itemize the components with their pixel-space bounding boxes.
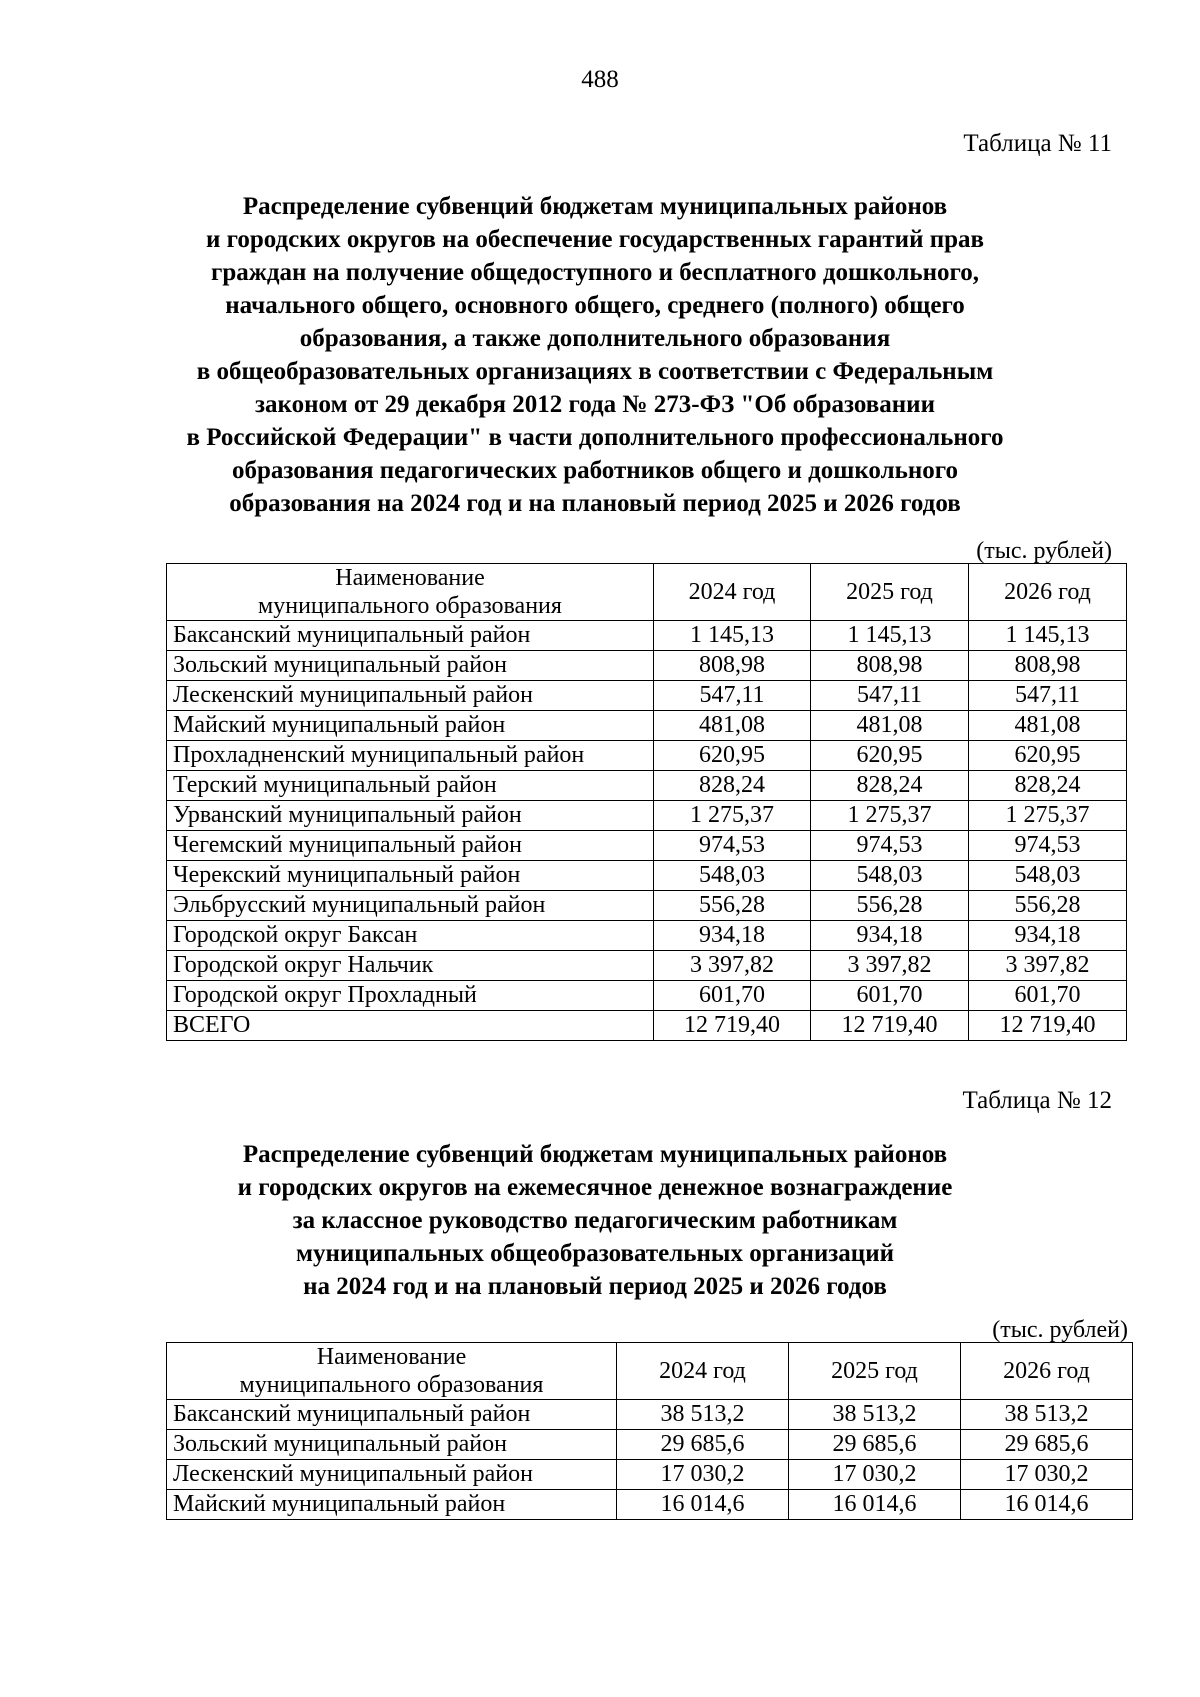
cell-2024: 828,24 xyxy=(654,771,811,801)
table-row xyxy=(167,1460,1133,1490)
table-row xyxy=(167,801,1127,831)
row-name: Городской округ Баксан xyxy=(167,921,654,951)
cell-2025: 620,95 xyxy=(811,741,969,771)
table-11-label: Таблица № 11 xyxy=(963,130,1112,157)
cell-2024: 808,98 xyxy=(654,651,811,681)
row-name: Эльбрусский муниципальный район xyxy=(167,891,654,921)
table-12-title xyxy=(140,1138,1050,1303)
table-row xyxy=(167,951,1127,981)
title-line: образования на 2024 год и на плановый период 2025 и 2026 годов xyxy=(229,490,961,517)
cell-2024: 547,11 xyxy=(654,681,811,711)
table-row xyxy=(167,621,1127,651)
header-2025: 2025 год xyxy=(789,1343,961,1400)
row-name: Черекский муниципальный район xyxy=(167,861,654,891)
cell-2024: 29 685,6 xyxy=(617,1430,789,1460)
row-name: Зольский муниципальный район xyxy=(167,651,654,681)
page-number: 488 xyxy=(581,66,619,93)
cell-2024: 12 719,40 xyxy=(654,1011,811,1041)
row-name: Урванский муниципальный район xyxy=(167,801,654,831)
header-name-line1: Наименование xyxy=(335,565,485,591)
cell-2025: 17 030,2 xyxy=(789,1460,961,1490)
row-name: Городской округ Прохладный xyxy=(167,981,654,1011)
cell-2025: 828,24 xyxy=(811,771,969,801)
cell-2025: 12 719,40 xyxy=(811,1011,969,1041)
cell-2024: 1 275,37 xyxy=(654,801,811,831)
title-line: на 2024 год и на плановый период 2025 и 2026 годов xyxy=(303,1273,887,1300)
cell-2024: 1 145,13 xyxy=(654,621,811,651)
title-line: законом от 29 декабря 2012 года № 273-ФЗ "Об образовании xyxy=(255,391,935,418)
row-name: Лескенский муниципальный район xyxy=(167,681,654,711)
cell-2024: 556,28 xyxy=(654,891,811,921)
table-row xyxy=(167,1430,1133,1460)
cell-2024: 481,08 xyxy=(654,711,811,741)
table-12-unit: (тыс. рублей) xyxy=(992,1317,1128,1343)
title-line: образования, а также дополнительного образования xyxy=(299,325,891,352)
cell-2024: 601,70 xyxy=(654,981,811,1011)
table-row xyxy=(167,651,1127,681)
table-row xyxy=(167,1400,1133,1430)
row-name: Майский муниципальный район xyxy=(167,711,654,741)
title-line: за классное руководство педагогическим работникам xyxy=(292,1207,898,1234)
title-line: начального общего, основного общего, среднего (полного) общего xyxy=(225,292,965,319)
row-name: Чегемский муниципальный район xyxy=(167,831,654,861)
row-name: Баксанский муниципальный район xyxy=(167,1400,617,1430)
cell-2026: 3 397,82 xyxy=(969,951,1127,981)
header-2026: 2026 год xyxy=(961,1343,1133,1400)
table-11-title xyxy=(140,190,1050,520)
table-row xyxy=(167,981,1127,1011)
cell-2025: 934,18 xyxy=(811,921,969,951)
table-row xyxy=(167,861,1127,891)
cell-2025: 3 397,82 xyxy=(811,951,969,981)
table-row xyxy=(167,921,1127,951)
cell-2025: 1 145,13 xyxy=(811,621,969,651)
row-name: Майский муниципальный район xyxy=(167,1490,617,1520)
title-line: Распределение субвенций бюджетам муниципальных районов xyxy=(242,193,948,220)
table-row xyxy=(167,1490,1133,1520)
header-2026: 2026 год xyxy=(969,564,1127,621)
cell-2025: 38 513,2 xyxy=(789,1400,961,1430)
cell-2024: 620,95 xyxy=(654,741,811,771)
cell-2025: 974,53 xyxy=(811,831,969,861)
cell-2025: 1 275,37 xyxy=(811,801,969,831)
cell-2026: 974,53 xyxy=(969,831,1127,861)
header-name-line1: Наименование xyxy=(316,1344,467,1370)
cell-2025: 556,28 xyxy=(811,891,969,921)
cell-2025: 548,03 xyxy=(811,861,969,891)
cell-2026: 17 030,2 xyxy=(961,1460,1133,1490)
cell-2026: 556,28 xyxy=(969,891,1127,921)
table-row xyxy=(167,1011,1127,1041)
cell-2026: 620,95 xyxy=(969,741,1127,771)
cell-2024: 17 030,2 xyxy=(617,1460,789,1490)
cell-2025: 481,08 xyxy=(811,711,969,741)
cell-2026: 934,18 xyxy=(969,921,1127,951)
table-row xyxy=(167,771,1127,801)
title-line: образования педагогических работников общего и дошкольного xyxy=(232,457,958,484)
row-name: Терский муниципальный район xyxy=(167,771,654,801)
header-name-line2: муниципального образования xyxy=(239,1372,544,1398)
table-12 xyxy=(166,1342,1133,1520)
cell-2026: 1 275,37 xyxy=(969,801,1127,831)
cell-2026: 38 513,2 xyxy=(961,1400,1133,1430)
row-name: ВСЕГО xyxy=(167,1011,654,1041)
cell-2026: 828,24 xyxy=(969,771,1127,801)
header-2024: 2024 год xyxy=(654,564,811,621)
cell-2026: 481,08 xyxy=(969,711,1127,741)
table-row xyxy=(167,891,1127,921)
row-name: Городской округ Нальчик xyxy=(167,951,654,981)
cell-2026: 12 719,40 xyxy=(969,1011,1127,1041)
title-line: в Российской Федерации" в части дополнительного профессионального xyxy=(186,424,1004,451)
cell-2026: 1 145,13 xyxy=(969,621,1127,651)
cell-2024: 3 397,82 xyxy=(654,951,811,981)
cell-2026: 16 014,6 xyxy=(961,1490,1133,1520)
title-line: и городских округов на ежемесячное денежное вознаграждение xyxy=(237,1174,953,1201)
header-name xyxy=(167,1343,617,1400)
cell-2026: 29 685,6 xyxy=(961,1430,1133,1460)
cell-2024: 934,18 xyxy=(654,921,811,951)
table-header-row xyxy=(167,564,1127,621)
title-line: граждан на получение общедоступного и бесплатного дошкольного, xyxy=(210,259,980,286)
table-12-label: Таблица № 12 xyxy=(962,1087,1112,1114)
cell-2025: 16 014,6 xyxy=(789,1490,961,1520)
cell-2025: 601,70 xyxy=(811,981,969,1011)
table-row xyxy=(167,711,1127,741)
cell-2026: 548,03 xyxy=(969,861,1127,891)
cell-2025: 547,11 xyxy=(811,681,969,711)
title-line: муниципальных общеобразовательных организаций xyxy=(295,1240,895,1267)
table-row xyxy=(167,741,1127,771)
header-2024: 2024 год xyxy=(617,1343,789,1400)
table-11-unit: (тыс. рублей) xyxy=(976,538,1112,564)
cell-2025: 808,98 xyxy=(811,651,969,681)
cell-2024: 548,03 xyxy=(654,861,811,891)
header-2025: 2025 год xyxy=(811,564,969,621)
cell-2024: 974,53 xyxy=(654,831,811,861)
title-line: и городских округов на обеспечение государственных гарантий прав xyxy=(205,226,985,253)
table-row xyxy=(167,681,1127,711)
row-name: Прохладненский муниципальный район xyxy=(167,741,654,771)
cell-2026: 547,11 xyxy=(969,681,1127,711)
title-line: в общеобразовательных организациях в соответствии с Федеральным xyxy=(196,358,994,385)
table-11 xyxy=(166,563,1127,1041)
cell-2024: 38 513,2 xyxy=(617,1400,789,1430)
header-name xyxy=(167,564,654,621)
cell-2024: 16 014,6 xyxy=(617,1490,789,1520)
cell-2026: 601,70 xyxy=(969,981,1127,1011)
cell-2025: 29 685,6 xyxy=(789,1430,961,1460)
row-name: Баксанский муниципальный район xyxy=(167,621,654,651)
title-line: Распределение субвенций бюджетам муниципальных районов xyxy=(242,1141,948,1168)
header-name-line2: муниципального образования xyxy=(258,593,562,619)
row-name: Лескенский муниципальный район xyxy=(167,1460,617,1490)
cell-2026: 808,98 xyxy=(969,651,1127,681)
table-header-row xyxy=(167,1343,1133,1400)
row-name: Зольский муниципальный район xyxy=(167,1430,617,1460)
table-row xyxy=(167,831,1127,861)
